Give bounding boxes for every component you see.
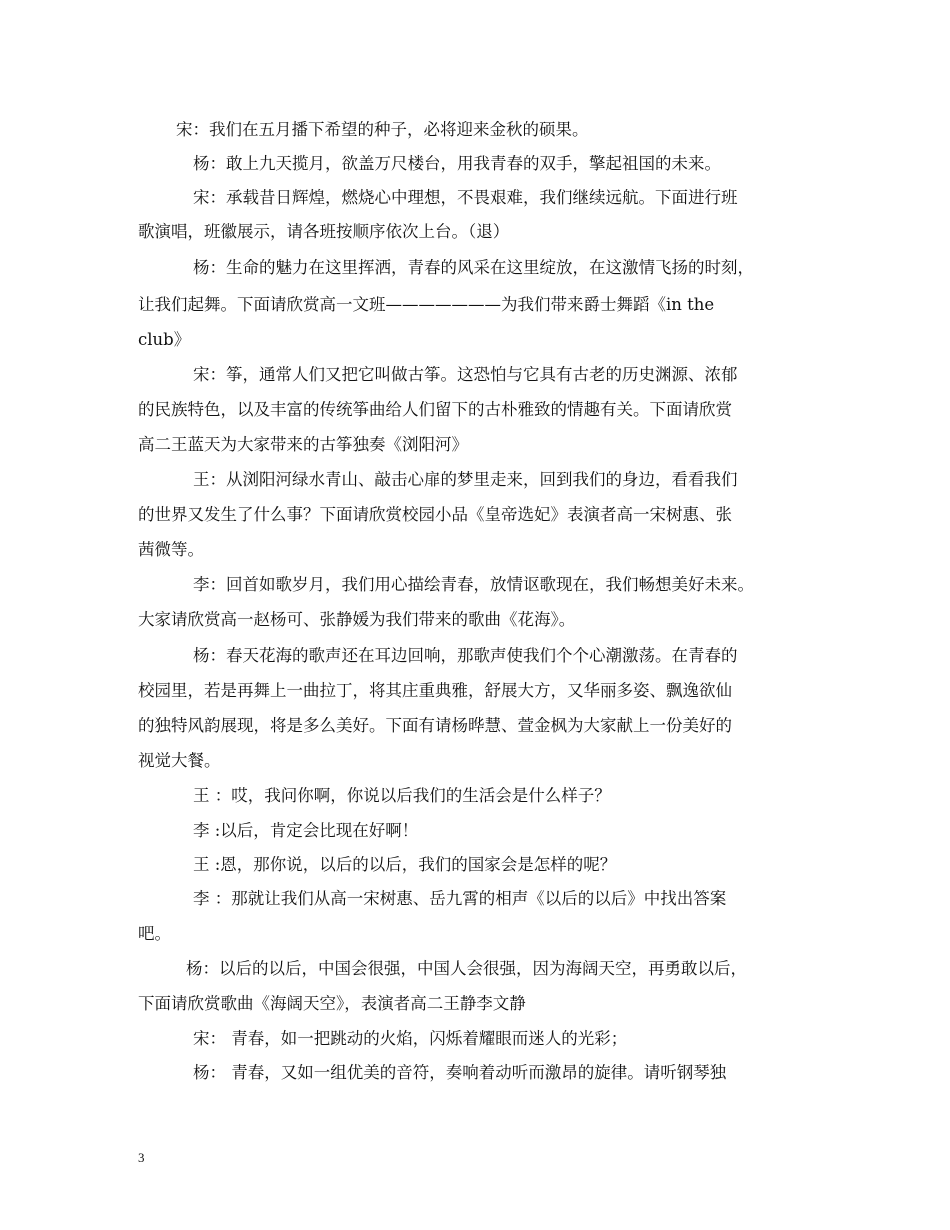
text-line: 视觉大餐。 [138,751,221,770]
text-line: 宋：筝，通常人们又把它叫做古筝。这恐怕与它具有古老的历史渊源、浓郁 [193,365,738,384]
text-line: 杨：以后的以后，中国会很强，中国人会很强，因为海阔天空，再勇敢以后， [186,959,747,978]
text-line: 王 ：哎，我问你啊，你说以后我们的生活会是什么样子？ [193,786,611,805]
text-line: 的独特风韵展现，将是多么美好。下面有请杨晔慧、萱金枫为大家献上一份美好的 [138,716,732,735]
text-line: 大家请欣赏高一赵杨可、张静媛为我们带来的歌曲《花海》。 [138,610,576,629]
text-line: 吧。 [138,924,171,943]
text-line: 校园里，若是再舞上一曲拉丁，将其庄重典雅，舒展大方，又华丽多姿、飘逸欲仙 [138,681,732,700]
text-line: 宋：我们在五月播下希望的种子，必将迎来金秋的硕果。 [176,120,589,139]
text-line: 宋： 青春，如一把跳动的火焰，闪烁着耀眼而迷人的光彩； [193,1029,628,1048]
text-line: club》 [138,330,191,349]
text-line: 杨： 青春，又如一组优美的音符，奏响着动听而激昂的旋律。请听钢琴独 [193,1063,727,1082]
text-line: 高二王蓝天为大家带来的古筝独奏《浏阳河》 [138,435,468,454]
text-line: 下面请欣赏歌曲《海阔天空》，表演者高二王静李文静 [138,994,526,1013]
text-line: 李 :以后，肯定会比现在好啊！ [193,821,419,840]
text-line: 歌演唱，班徽展示，请各班按顺序依次上台。（退） [138,222,510,241]
text-line: 杨：敢上九天揽月，欲盖万尺楼台，用我青春的双手，擎起祖国的未来。 [193,154,721,173]
text-line: 让我们起舞。下面请欣赏高一文班———————为我们带来爵士舞蹈《in the [138,295,715,314]
text-line: 的民族特色，以及丰富的传统筝曲给人们留下的古朴雅致的情趣有关。下面请欣赏 [138,400,732,419]
text-line: 李：回首如歌岁月，我们用心描绘青春，放情讴歌现在，我们畅想美好未来。 [193,575,754,594]
text-line: 王 :恩，那你说，以后的以后，我们的国家会是怎样的呢？ [193,855,617,874]
page-number: 3 [138,1150,145,1165]
text-line: 杨：生命的魅力在这里挥洒，青春的风采在这里绽放，在这激情飞扬的时刻， [193,258,754,277]
text-line: 王：从浏阳河绿水青山、敲击心扉的梦里走来，回到我们的身边，看看我们 [193,470,738,489]
text-line: 宋：承载昔日辉煌，燃烧心中理想，不畏艰难，我们继续远航。下面进行班 [193,188,738,207]
text-line: 茜微等。 [138,540,204,559]
text-line: 的世界又发生了什么事？下面请欣赏校园小品《皇帝选妃》表演者高一宋树惠、张 [138,505,732,524]
text-line: 杨：春天花海的歌声还在耳边回响，那歌声使我们个个心潮激荡。在青春的 [193,646,738,665]
text-line: 李 ：那就让我们从高一宋树惠、岳九霄的相声《以后的以后》中找出答案 [193,889,727,908]
